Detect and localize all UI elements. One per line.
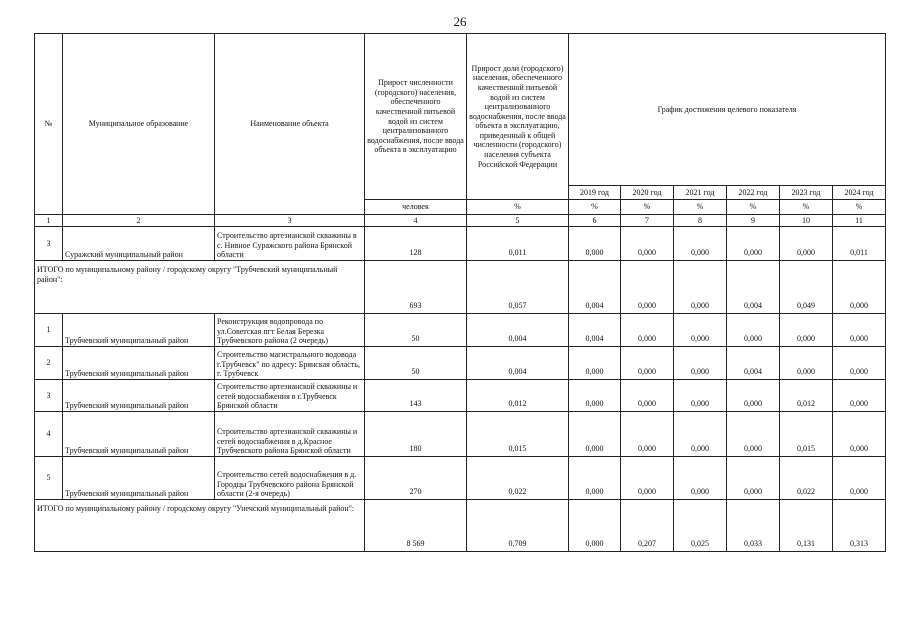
year-header: 2021 год xyxy=(674,186,727,200)
year-value-2024: 0,000 xyxy=(833,457,886,500)
year-value-2023: 0,131 xyxy=(780,500,833,552)
column-number: 8 xyxy=(674,215,727,227)
object-cell: Строительство артезианской скважины и сетей водоснабжения в д.Красное Трубчевского района Брянской области xyxy=(215,412,365,457)
year-value-2023: 0,000 xyxy=(780,227,833,261)
col-header-object: Наименование объекта xyxy=(215,34,365,215)
object-cell: Реконструкция водопровода по ул.Советская пгт Белая Березка Трубчевского района (2 очередь) xyxy=(215,314,365,347)
year-value-2020: 0,000 xyxy=(621,347,674,380)
year-header: 2022 год xyxy=(727,186,780,200)
year-value-2024: 0,313 xyxy=(833,500,886,552)
share-cell: 0,015 xyxy=(467,412,569,457)
row-number: 4 xyxy=(35,412,63,457)
municipality-cell: Суражский муниципальный район xyxy=(63,227,215,261)
year-value-2021: 0,000 xyxy=(674,347,727,380)
people-cell: 143 xyxy=(365,380,467,412)
year-value-2022: 0,000 xyxy=(727,227,780,261)
unit-percent: % xyxy=(467,200,569,215)
row-number: 3 xyxy=(35,227,63,261)
row-number: 2 xyxy=(35,347,63,380)
year-value-2023: 0,000 xyxy=(780,347,833,380)
unit-people: человек xyxy=(365,200,467,215)
year-value-2024: 0,011 xyxy=(833,227,886,261)
column-number: 5 xyxy=(467,215,569,227)
col-header-share-growth: Прирост доли (городского) населения, обеспеченного качественной питьевой водой из систем централизованного водоснабжения, после ввода объекта в эксплуатацию, приведенный к общей численности (городского) населения субъекта Российской Федерации xyxy=(467,34,569,200)
share-cell: 0,709 xyxy=(467,500,569,552)
year-value-2019: 0,000 xyxy=(569,227,621,261)
total-label: ИТОГО по муниципальному району / городскому округу "Трубчевский муниципальный район": xyxy=(35,261,365,314)
row-number: 1 xyxy=(35,314,63,347)
object-cell: Строительство артезианской скважины в с. Нивное Суражского района Брянской области xyxy=(215,227,365,261)
col-header-schedule: График достижения целевого показателя xyxy=(569,34,886,186)
year-value-2023: 0,015 xyxy=(780,412,833,457)
year-value-2021: 0,000 xyxy=(674,261,727,314)
table-row xyxy=(35,347,886,380)
people-cell: 8 569 xyxy=(365,500,467,552)
year-value-2023: 0,049 xyxy=(780,261,833,314)
year-header: 2019 год xyxy=(569,186,621,200)
unit-percent: % xyxy=(621,200,674,215)
share-cell: 0,057 xyxy=(467,261,569,314)
year-value-2020: 0,000 xyxy=(621,412,674,457)
year-value-2021: 0,025 xyxy=(674,500,727,552)
municipality-cell: Трубчевский муниципальный район xyxy=(63,412,215,457)
year-value-2022: 0,000 xyxy=(727,457,780,500)
table-row xyxy=(35,380,886,412)
people-cell: 270 xyxy=(365,457,467,500)
year-value-2024: 0,000 xyxy=(833,261,886,314)
year-value-2023: 0,022 xyxy=(780,457,833,500)
column-number: 3 xyxy=(215,215,365,227)
year-value-2020: 0,000 xyxy=(621,380,674,412)
municipality-cell: Трубчевский муниципальный район xyxy=(63,347,215,380)
municipality-cell: Трубчевский муниципальный район xyxy=(63,380,215,412)
column-number: 11 xyxy=(833,215,886,227)
object-cell: Строительство магистрального водовода г.Трубчевск" по адресу: Брянская область, г. Трубчевск xyxy=(215,347,365,380)
year-value-2023: 0,000 xyxy=(780,314,833,347)
year-header: 2020 год xyxy=(621,186,674,200)
object-cell: Строительство артезианской скважины и сетей водоснабжения в г.Трубчевск Брянской области xyxy=(215,380,365,412)
col-header-num: № xyxy=(35,34,63,215)
municipality-cell: Трубчевский муниципальный район xyxy=(63,457,215,500)
table-row xyxy=(35,314,886,347)
year-value-2020: 0,000 xyxy=(621,261,674,314)
share-cell: 0,011 xyxy=(467,227,569,261)
table-row xyxy=(35,457,886,500)
column-number: 9 xyxy=(727,215,780,227)
people-cell: 50 xyxy=(365,314,467,347)
col-header-municipality: Муниципальное образование xyxy=(63,34,215,215)
col-header-pop-growth: Прирост численности (городского) населения, обеспеченного качественной питьевой водой из систем централизованного водоснабжения, после ввода объекта в эксплуатацию xyxy=(365,34,467,200)
year-value-2024: 0,000 xyxy=(833,314,886,347)
year-value-2020: 0,000 xyxy=(621,457,674,500)
year-value-2022: 0,000 xyxy=(727,380,780,412)
total-row xyxy=(35,500,886,552)
year-value-2021: 0,000 xyxy=(674,227,727,261)
year-value-2019: 0,000 xyxy=(569,347,621,380)
year-header: 2024 год xyxy=(833,186,886,200)
year-value-2021: 0,000 xyxy=(674,412,727,457)
year-value-2019: 0,000 xyxy=(569,500,621,552)
column-number: 6 xyxy=(569,215,621,227)
share-cell: 0,004 xyxy=(467,347,569,380)
total-label: ИТОГО по муниципальному району / городскому округу "Унечский муниципальный район": xyxy=(35,500,365,552)
total-row xyxy=(35,261,886,314)
year-value-2024: 0,000 xyxy=(833,412,886,457)
year-value-2022: 0,000 xyxy=(727,412,780,457)
column-number: 10 xyxy=(780,215,833,227)
unit-percent: % xyxy=(833,200,886,215)
year-value-2024: 0,000 xyxy=(833,380,886,412)
people-cell: 50 xyxy=(365,347,467,380)
people-cell: 128 xyxy=(365,227,467,261)
year-value-2020: 0,000 xyxy=(621,227,674,261)
year-value-2022: 0,000 xyxy=(727,314,780,347)
column-number: 2 xyxy=(63,215,215,227)
table-row xyxy=(35,412,886,457)
page-number: 26 xyxy=(453,14,467,29)
year-value-2020: 0,000 xyxy=(621,314,674,347)
share-cell: 0,022 xyxy=(467,457,569,500)
year-value-2019: 0,000 xyxy=(569,457,621,500)
column-number: 7 xyxy=(621,215,674,227)
year-value-2022: 0,033 xyxy=(727,500,780,552)
unit-percent: % xyxy=(727,200,780,215)
table-row xyxy=(35,227,886,261)
year-value-2019: 0,000 xyxy=(569,412,621,457)
object-cell: Строительство сетей водоснабжения в д. Городцы Трубчевского района Брянской области (2-я очередь) xyxy=(215,457,365,500)
people-cell: 180 xyxy=(365,412,467,457)
column-number: 1 xyxy=(35,215,63,227)
year-value-2022: 0,004 xyxy=(727,261,780,314)
year-value-2019: 0,004 xyxy=(569,261,621,314)
year-value-2023: 0,012 xyxy=(780,380,833,412)
year-value-2021: 0,000 xyxy=(674,380,727,412)
people-cell: 693 xyxy=(365,261,467,314)
row-number: 5 xyxy=(35,457,63,500)
year-value-2022: 0,004 xyxy=(727,347,780,380)
unit-percent: % xyxy=(780,200,833,215)
year-value-2019: 0,000 xyxy=(569,380,621,412)
share-cell: 0,004 xyxy=(467,314,569,347)
year-value-2024: 0,000 xyxy=(833,347,886,380)
year-value-2019: 0,004 xyxy=(569,314,621,347)
year-value-2021: 0,000 xyxy=(674,314,727,347)
year-value-2021: 0,000 xyxy=(674,457,727,500)
municipality-cell: Трубчевский муниципальный район xyxy=(63,314,215,347)
year-header: 2023 год xyxy=(780,186,833,200)
year-value-2020: 0,207 xyxy=(621,500,674,552)
unit-percent: % xyxy=(569,200,621,215)
target-indicator-table xyxy=(34,33,886,552)
share-cell: 0,012 xyxy=(467,380,569,412)
unit-percent: % xyxy=(674,200,727,215)
row-number: 3 xyxy=(35,380,63,412)
column-number: 4 xyxy=(365,215,467,227)
